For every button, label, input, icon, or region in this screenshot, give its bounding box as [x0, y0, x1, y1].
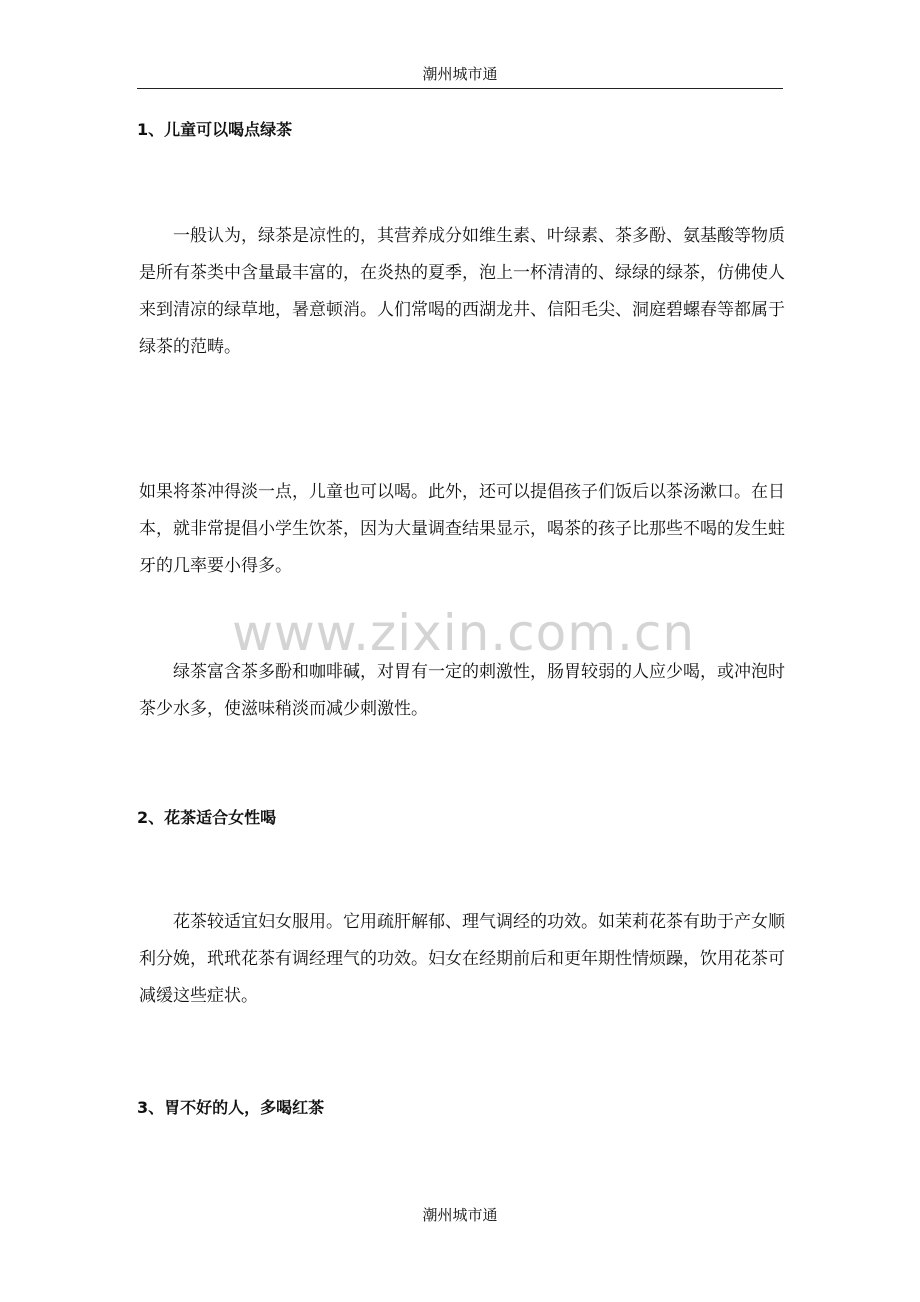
page-footer: 潮州城市通 — [422, 1206, 498, 1224]
page-header: 潮州城市通 — [422, 65, 498, 83]
section-heading-1: 1、儿童可以喝点绿茶 — [137, 120, 293, 139]
paragraph-green-tea-caution: 绿茶富含茶多酚和咖啡碱，对胃有一定的刺激性，肠胃较弱的人应少喝，或冲泡时茶少水多，使滋味稍淡而减少刺激性。 — [139, 662, 785, 719]
paragraph-flower-tea: 花茶较适宜妇女服用。它用疏肝解郁、理气调经的功效。如茉莉花茶有助于产女顺利分娩，玳玳花茶有调经理气的功效。妇女在经期前后和更年期性情烦躁，饮用花茶可减缓这些症状。 — [139, 912, 785, 1006]
watermark-text: www.zixin.com.cn — [232, 604, 696, 662]
paragraph-green-tea-children: 如果将茶冲得淡一点，儿童也可以喝。此外，还可以提倡孩子们饭后以茶汤漱口。在日本，就非常提倡小学生饮茶，因为大量调查结果显示，喝茶的孩子比那些不喝的发生蛀牙的几率要小得多。 — [139, 482, 785, 576]
header-divider — [137, 88, 783, 89]
section-heading-2: 2、花茶适合女性喝 — [137, 808, 277, 827]
section-heading-3: 3、胃不好的人，多喝红茶 — [137, 1098, 325, 1117]
paragraph-green-tea-intro: 一般认为，绿茶是凉性的，其营养成分如维生素、叶绿素、茶多酚、氨基酸等物质是所有茶类中含量最丰富的，在炎热的夏季，泡上一杯清清的、绿绿的绿茶，仿佛使人来到清凉的绿草地，暑意顿消。人们常喝的西湖龙井、信阳毛尖、洞庭碧螺春等都属于绿茶的范畴。 — [139, 226, 785, 357]
